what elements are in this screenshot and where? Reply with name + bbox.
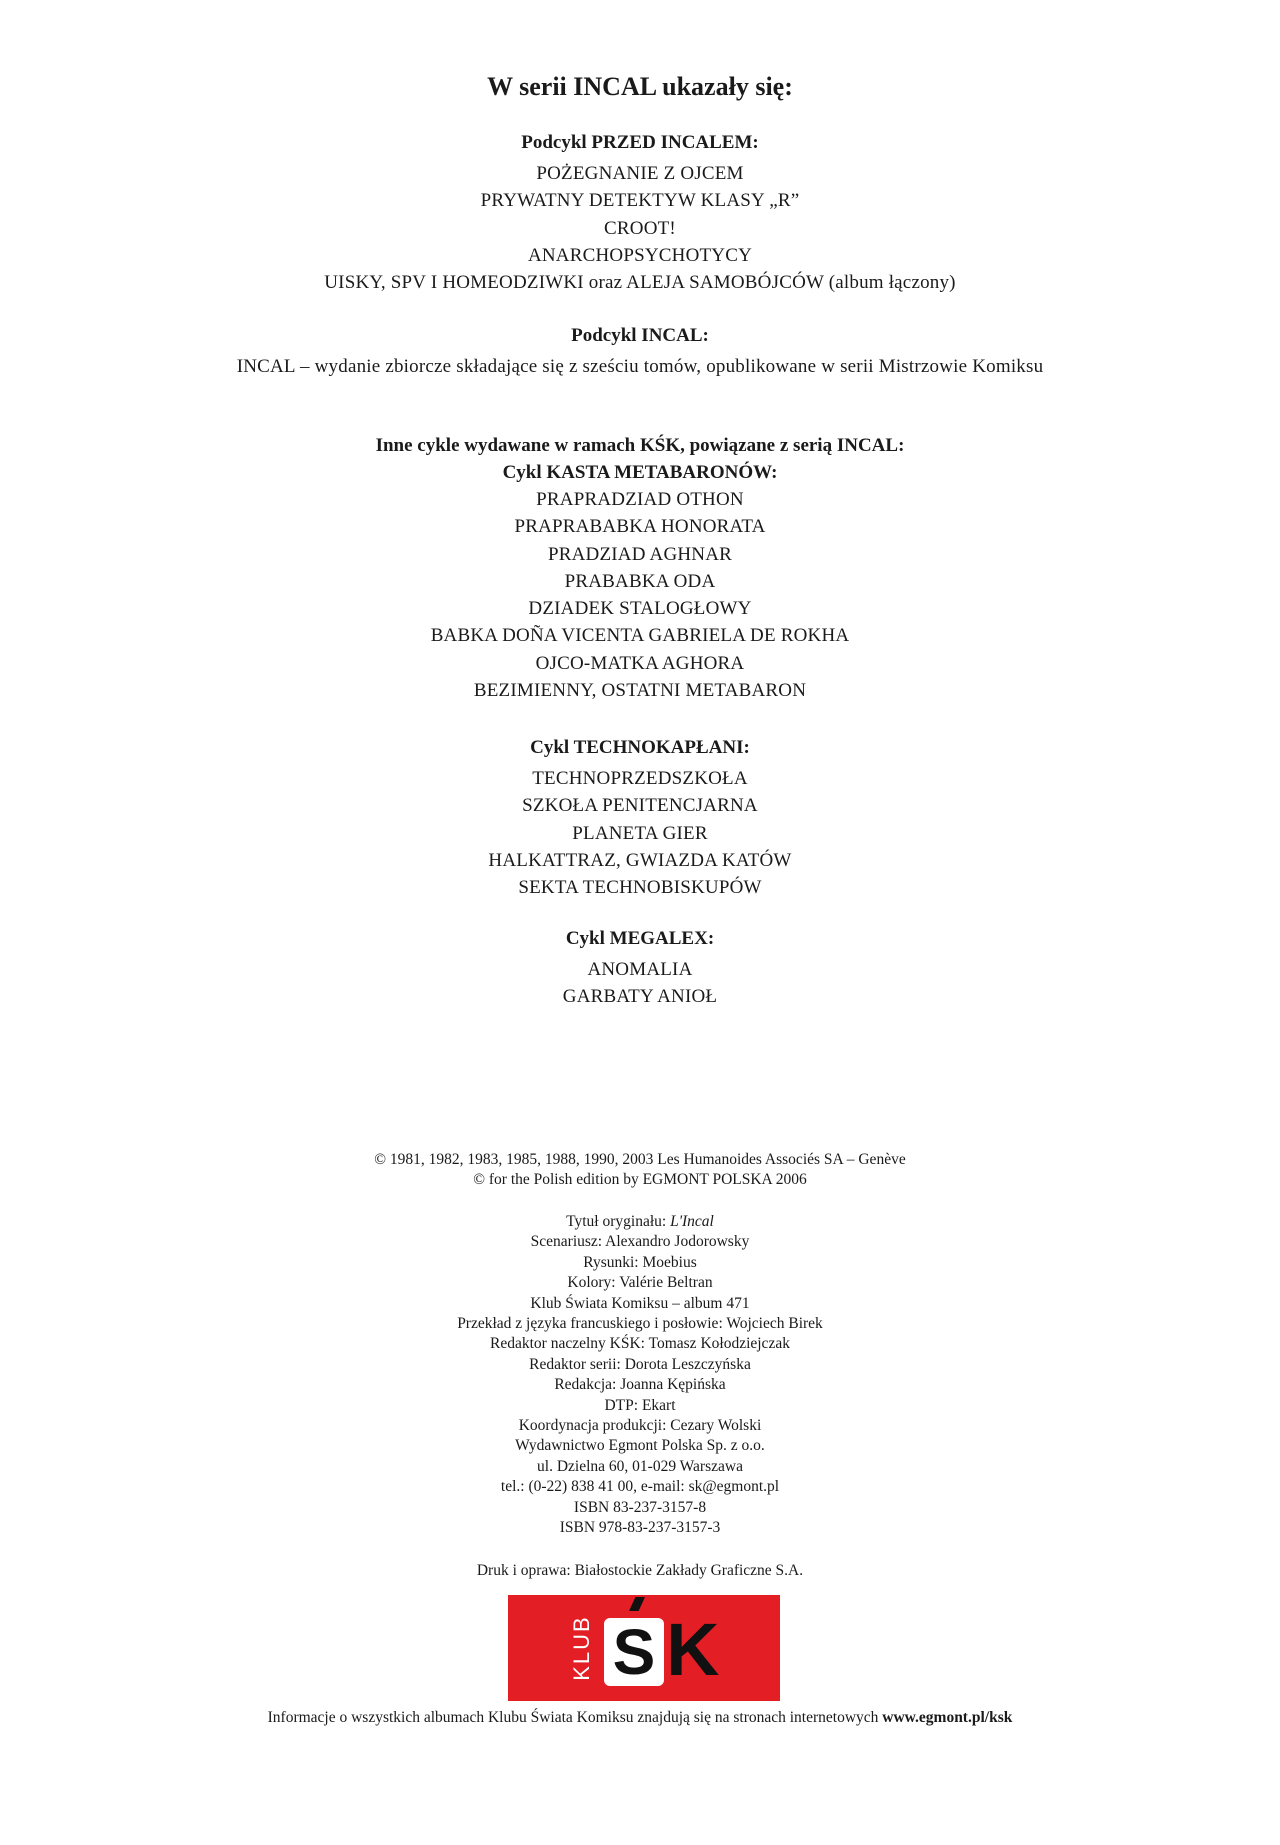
credit-line: Koordynacja produkcji: Cezary Wolski — [518, 1417, 762, 1435]
section-heading: Podcykl INCAL: — [571, 325, 709, 346]
list-item: PRAPRABABKA HONORATA — [514, 516, 766, 538]
credit-line: DTP: Ekart — [604, 1396, 676, 1414]
logo-accent-mark — [629, 1597, 645, 1611]
logo-s: S — [604, 1618, 664, 1686]
website-link[interactable]: www.egmont.pl/ksk — [882, 1709, 1013, 1726]
list-item: UISKY, SPV I HOMEODZIWKI oraz ALEJA SAMOBÓJCÓW (album łączony) — [324, 272, 956, 294]
credit-line: Redakcja: Joanna Kępińska — [554, 1376, 726, 1394]
list-item: PRABABKA ODA — [564, 570, 716, 592]
credit-line: ul. Dzielna 60, 01-029 Warszawa — [537, 1457, 743, 1475]
section-przed-incalem — [0, 129, 1280, 296]
credit-title-label: Tytuł oryginału: — [566, 1213, 671, 1230]
list-item: SZKOŁA PENITENCJARNA — [522, 795, 758, 817]
credit-line: Przekład z języka francuskiego i posłowie: Wojciech Birek — [457, 1315, 823, 1333]
list-item: TECHNOPRZEDSZKOŁA — [532, 768, 748, 789]
section-kasta-metabaronow — [0, 432, 1280, 704]
credit-line: Klub Świata Komiksu – album 471 — [530, 1294, 750, 1312]
section-heading: Cykl MEGALEX: — [565, 928, 715, 949]
credit-line: Redaktor naczelny KŚK: Tomasz Kołodziejczak — [490, 1335, 790, 1353]
list-item: PRAPRADZIAD OTHON — [536, 489, 744, 510]
list-item: OJCO-MATKA AGHORA — [535, 652, 745, 674]
logo-sk — [604, 1608, 764, 1691]
list-item: INCAL – wydanie zbiorcze składające się z sześciu tomów, opublikowane w serii Mistrzowie Komiksu — [236, 356, 1044, 377]
klub-sk-logo: KLUB S K — [508, 1595, 780, 1701]
footer-info-text: Informacje o wszystkich albumach Klubu Świata Komiksu znajdują się na stronach internetowych — [267, 1709, 883, 1726]
credit-line: Redaktor serii: Dorota Leszczyńska — [529, 1355, 751, 1373]
section-incal — [0, 322, 1280, 380]
copyright-line: © for the Polish edition by EGMONT POLSKA 2006 — [473, 1171, 807, 1189]
list-item: PRYWATNY DETEKTYW KLASY „R” — [480, 190, 800, 212]
list-item: PLANETA GIER — [572, 822, 708, 844]
list-item: CROOT! — [604, 217, 676, 239]
list-item: BEZIMIENNY, OSTATNI METABARON — [473, 680, 807, 702]
printer-line: Druk i oprawa: Białostockie Zakłady Graficzne S.A. — [476, 1562, 804, 1579]
list-item: DZIADEK STALOGŁOWY — [528, 598, 752, 620]
print-info — [0, 1561, 1280, 1581]
credit-line: Kolory: Valérie Beltran — [567, 1274, 713, 1292]
credit-line: Rysunki: Moebius — [583, 1253, 697, 1271]
credit-line: Wydawnictwo Egmont Polska Sp. z o.o. — [515, 1437, 765, 1455]
list-item: BABKA DOÑA VICENTA GABRIELA DE ROKHA — [430, 625, 850, 647]
copyright-line: © 1981, 1982, 1983, 1985, 1988, 1990, 2003 Les Humanoides Associés SA – Genève — [374, 1151, 906, 1168]
list-item: PRADZIAD AGHNAR — [547, 543, 733, 565]
section-technokaplani — [0, 734, 1280, 901]
credit-title-value: L'Incal — [670, 1213, 714, 1230]
section-heading: Cykl KASTA METABARONÓW: — [502, 462, 778, 483]
copyright — [0, 1150, 1280, 1191]
list-item: HALKATTRAZ, GWIAZDA KATÓW — [488, 849, 792, 871]
logo-k: K — [666, 1608, 720, 1691]
section-heading: Podcykl PRZED INCALEM: — [521, 132, 759, 153]
section-heading: Cykl TECHNOKAPŁANI: — [530, 737, 750, 758]
section-megalex — [0, 925, 1280, 1011]
list-item: ANOMALIA — [587, 959, 693, 980]
credits — [0, 1212, 1280, 1539]
footer-info — [0, 1709, 1280, 1727]
section-intro: Inne cykle wydawane w ramach KŚK, powiązane z serią INCAL: — [375, 435, 905, 456]
credit-line: tel.: (0-22) 838 41 00, e-mail: sk@egmont.pl — [500, 1478, 780, 1496]
list-item: POŻEGNANIE Z OJCEM — [536, 163, 744, 184]
list-item: ANARCHOPSYCHOTYCY — [527, 244, 753, 266]
page-title: W serii INCAL ukazały się: — [487, 72, 793, 101]
credit-title — [0, 1212, 1280, 1232]
credit-line: Scenariusz: Alexandro Jodorowsky — [530, 1233, 750, 1251]
isbn: ISBN 83-237-3157-8 — [573, 1498, 707, 1516]
isbn: ISBN 978-83-237-3157-3 — [559, 1519, 721, 1537]
list-item: GARBATY ANIOŁ — [562, 986, 718, 1008]
list-item: SEKTA TECHNOBISKUPÓW — [518, 877, 762, 899]
